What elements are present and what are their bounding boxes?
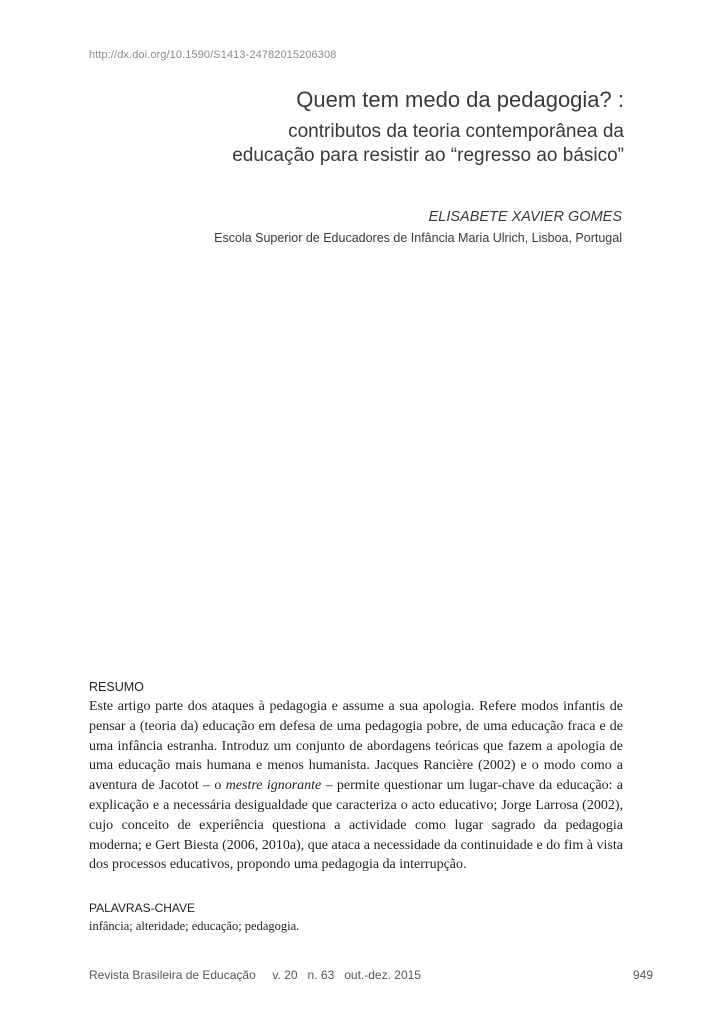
- abstract-heading: RESUMO: [89, 680, 144, 694]
- author-block: [62, 208, 622, 247]
- subtitle-line-1: contributos da teoria contemporânea da: [288, 121, 624, 142]
- subtitle-line-2: educação para resistir ao “regresso ao básico”: [232, 145, 624, 166]
- abstract-section: [89, 679, 623, 875]
- page-number: 949: [632, 968, 653, 982]
- keywords-text: infância; alteridade; educação; pedagogia.: [89, 919, 300, 933]
- author-name: ELISABETE XAVIER GOMES: [428, 209, 622, 225]
- title-block: [64, 86, 624, 168]
- article-subtitle: [64, 120, 624, 168]
- abstract-emphasis: mestre ignorante: [225, 778, 322, 794]
- author-affiliation: Escola Superior de Educadores de Infância Maria Ulrich, Lisboa, Portugal: [214, 231, 622, 245]
- keywords-section: [89, 900, 623, 935]
- doi-link[interactable]: http://dx.doi.org/10.1590/S1413-24782015206308: [89, 49, 337, 61]
- keywords-heading: PALAVRAS-CHAVE: [89, 901, 196, 915]
- abstract-text-part-1: Este artigo parte dos ataques à pedagogia e assume a sua apologia. Refere modos infantis de pensar a (teoria da) educação em defesa de uma pedagogia pobre, de uma educação fraca e de uma infância estranha. Introduz um conjunto de abordagens teóricas que fazem a apologia de uma educação mais humana e menos humanista. Jacques Rancière (2002) e o modo como a aventura de Jacotot – o: [89, 699, 623, 794]
- abstract-text-part-2: – permite questionar um lugar-chave da educação: a explicação e a necessária desigualdade que caracteriza o acto educativo; Jorge Larrosa (2002), cujo conceito de experiência questiona a actividade como lugar sagrado da pedagogia moderna; e Gert Biesta (2006, 2010a), que ataca a necessidade da continuidade e do fim à vista dos processos educativos, propondo uma pedagogia da interrupção.: [89, 778, 623, 873]
- journal-citation: Revista Brasileira de Educação v. 20 n. 63 out.-dez. 2015: [89, 968, 421, 982]
- abstract-text: [89, 697, 623, 875]
- article-title: Quem tem medo da pedagogia? :: [296, 87, 624, 112]
